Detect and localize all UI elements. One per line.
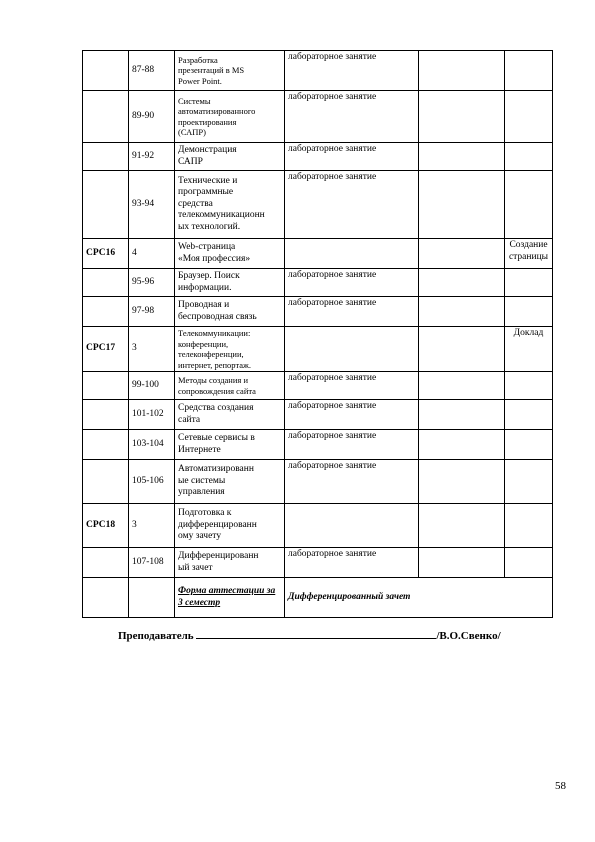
- srs-cell: [83, 548, 129, 578]
- hours-cell: 103-104: [129, 430, 175, 460]
- topic-line: Автоматизированн: [178, 464, 254, 475]
- topic-line: автоматизированного: [178, 106, 256, 116]
- empty-cell: [419, 171, 505, 239]
- page-number: 58: [555, 780, 566, 792]
- empty-cell: [419, 504, 505, 548]
- topic-line: дифференцированн: [178, 519, 257, 530]
- topic-line: (САПР): [178, 127, 206, 137]
- srs-cell: [83, 143, 129, 171]
- topic-line: Интернете: [178, 444, 221, 455]
- topic-cell: [175, 460, 285, 504]
- srs-cell: СРС17: [83, 327, 129, 372]
- topic-line: ый зачет: [178, 562, 213, 573]
- topic-line: Проводная и: [178, 300, 230, 310]
- srs-cell: [83, 51, 129, 91]
- topic-line: телеконференции,: [178, 349, 244, 359]
- lesson-type-cell: лабораторное занятие: [285, 171, 419, 239]
- hours-cell: 105-106: [129, 460, 175, 504]
- attestation-label: Форма аттестации за 3 семестр: [175, 578, 285, 618]
- table-row: [83, 460, 553, 504]
- empty-cell: [419, 51, 505, 91]
- srs-cell: [83, 400, 129, 430]
- topic-line: Разработка: [178, 54, 218, 65]
- topic-line: управления: [178, 487, 225, 498]
- hours-cell: 91-92: [129, 143, 175, 171]
- task-cell: Создание страницы: [505, 239, 553, 269]
- hours-cell: 3: [129, 504, 175, 548]
- hours-cell: 97-98: [129, 297, 175, 327]
- lesson-type-cell: лабораторное занятие: [285, 269, 419, 297]
- table-row: [83, 239, 553, 269]
- srs-cell: [83, 460, 129, 504]
- lesson-type-cell: лабораторное занятие: [285, 51, 419, 91]
- topic-cell: [175, 327, 285, 372]
- topic-line: Демонстрация: [178, 145, 237, 155]
- lesson-type-cell: [285, 327, 419, 372]
- topic-line: презентаций в MS: [178, 65, 245, 76]
- task-cell: [505, 269, 553, 297]
- srs-cell: СРС18: [83, 504, 129, 548]
- table-row: [83, 400, 553, 430]
- srs-cell: [83, 91, 129, 143]
- topic-cell: [175, 91, 285, 143]
- hours-cell: 101-102: [129, 400, 175, 430]
- topic-line: Дифференцированн: [178, 551, 259, 561]
- empty-cell: [129, 578, 175, 618]
- lesson-type-cell: лабораторное занятие: [285, 430, 419, 460]
- lesson-type-cell: [285, 504, 419, 548]
- topic-line: конференции,: [178, 338, 229, 349]
- hours-cell: 93-94: [129, 171, 175, 239]
- srs-cell: [83, 171, 129, 239]
- hours-cell: 3: [129, 327, 175, 372]
- table-row: [83, 504, 553, 548]
- topic-line: ых технологий.: [178, 221, 241, 232]
- table-body: [83, 51, 553, 618]
- lesson-type-cell: лабораторное занятие: [285, 372, 419, 400]
- topic-line: проектирования: [178, 116, 237, 127]
- table-row: [83, 51, 553, 91]
- lesson-type-cell: лабораторное занятие: [285, 460, 419, 504]
- topic-cell: [175, 430, 285, 460]
- empty-cell: [419, 548, 505, 578]
- hours-cell: 99-100: [129, 372, 175, 400]
- topic-line: Системы: [178, 95, 211, 106]
- teacher-name: /В.О.Свенко/: [436, 630, 501, 642]
- topic-line: средства: [178, 198, 213, 209]
- hours-cell: 95-96: [129, 269, 175, 297]
- topic-cell: [175, 143, 285, 171]
- lesson-type-cell: лабораторное занятие: [285, 143, 419, 171]
- lesson-type-cell: лабораторное занятие: [285, 297, 419, 327]
- task-cell: Доклад: [505, 327, 553, 372]
- hours-cell: 87-88: [129, 51, 175, 91]
- srs-cell: [83, 297, 129, 327]
- topic-line: информации.: [178, 282, 232, 293]
- topic-cell: [175, 171, 285, 239]
- topic-line: телекоммуникационн: [178, 210, 265, 221]
- topic-line: сайта: [178, 414, 201, 425]
- empty-cell: [419, 91, 505, 143]
- signature-underline: [196, 628, 436, 639]
- task-cell: [505, 51, 553, 91]
- table-row: [83, 297, 553, 327]
- srs-cell: [83, 430, 129, 460]
- table-row: [83, 372, 553, 400]
- teacher-signature-line: [118, 628, 501, 642]
- topic-line: Средства создания: [178, 403, 254, 413]
- topic-cell: [175, 239, 285, 269]
- task-cell: [505, 460, 553, 504]
- topic-cell: [175, 504, 285, 548]
- srs-cell: [83, 372, 129, 400]
- topic-line: Web-страница: [178, 242, 236, 252]
- task-cell: [505, 143, 553, 171]
- topic-line: ому зачету: [178, 531, 222, 542]
- empty-cell: [419, 400, 505, 430]
- lesson-type-cell: лабораторное занятие: [285, 91, 419, 143]
- empty-cell: [419, 143, 505, 171]
- topic-line: Сетевые сервисы в: [178, 433, 255, 443]
- hours-cell: 4: [129, 239, 175, 269]
- topic-line: Подготовка к: [178, 508, 232, 519]
- topic-cell: [175, 372, 285, 400]
- task-cell: [505, 548, 553, 578]
- topic-line: САПР: [178, 156, 203, 167]
- topic-cell: [175, 269, 285, 297]
- empty-cell: [419, 327, 505, 372]
- topic-line: Методы создания и: [178, 375, 248, 385]
- empty-cell: [419, 239, 505, 269]
- table-row: [83, 91, 553, 143]
- task-cell: [505, 297, 553, 327]
- lesson-type-cell: [285, 239, 419, 269]
- task-cell: [505, 430, 553, 460]
- topic-line: Power Point.: [178, 75, 222, 86]
- table-row: [83, 430, 553, 460]
- srs-cell: СРС16: [83, 239, 129, 269]
- task-cell: [505, 504, 553, 548]
- topic-cell: [175, 548, 285, 578]
- empty-cell: [419, 297, 505, 327]
- empty-cell: [83, 578, 129, 618]
- topic-cell: [175, 297, 285, 327]
- hours-cell: 89-90: [129, 91, 175, 143]
- topic-line: ые системы: [178, 475, 226, 486]
- topic-line: программные: [178, 187, 234, 198]
- attestation-value: Дифференцированный зачет: [285, 578, 553, 618]
- table-row: [83, 548, 553, 578]
- lesson-type-cell: лабораторное занятие: [285, 548, 419, 578]
- empty-cell: [419, 430, 505, 460]
- topic-cell: [175, 51, 285, 91]
- teacher-label: Преподаватель: [118, 630, 194, 642]
- topic-line: Технические и: [178, 175, 238, 186]
- topic-cell: [175, 400, 285, 430]
- table-row: [83, 327, 553, 372]
- topic-line: беспроводная связь: [178, 311, 257, 322]
- task-cell: [505, 372, 553, 400]
- topic-line: Телекоммуникации:: [178, 328, 251, 338]
- hours-cell: 107-108: [129, 548, 175, 578]
- task-cell: [505, 171, 553, 239]
- task-cell: [505, 91, 553, 143]
- empty-cell: [419, 460, 505, 504]
- attestation-row: [83, 578, 553, 618]
- table-row: [83, 269, 553, 297]
- srs-cell: [83, 269, 129, 297]
- topic-line: интернет, репортаж.: [178, 359, 252, 370]
- table-row: [83, 143, 553, 171]
- topic-line: Браузер. Поиск: [178, 271, 240, 281]
- empty-cell: [419, 269, 505, 297]
- study-plan-table: [82, 50, 553, 618]
- lesson-type-cell: лабораторное занятие: [285, 400, 419, 430]
- empty-cell: [419, 372, 505, 400]
- task-cell: [505, 400, 553, 430]
- topic-line: сопровождения сайта: [178, 385, 256, 396]
- topic-line: «Моя профессия»: [178, 253, 251, 264]
- table-row: [83, 171, 553, 239]
